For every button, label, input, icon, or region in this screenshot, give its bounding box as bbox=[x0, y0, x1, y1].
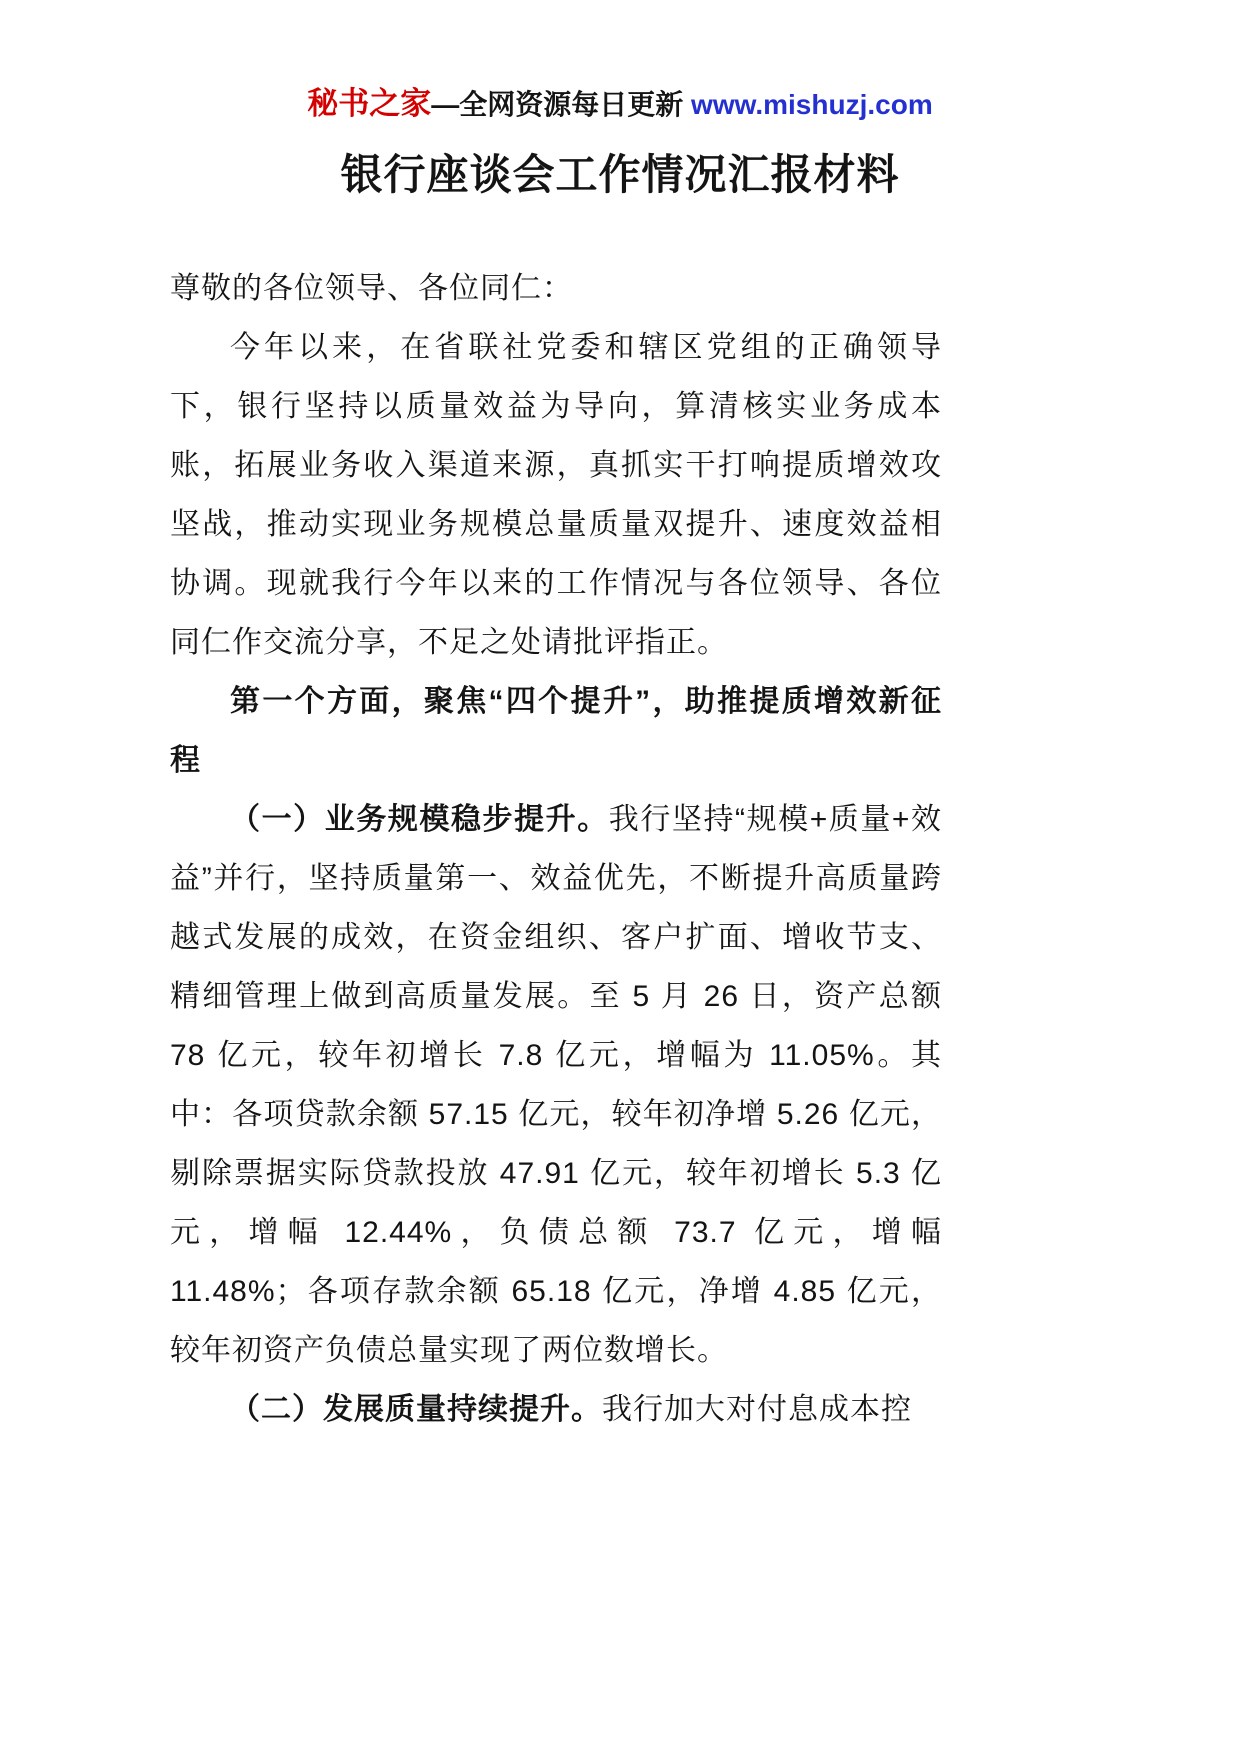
paragraph-text: 今年以来，在省联社党委和辖区党组的正确领导下，银行坚持以质量效益为导向，算清核实业务成本账，拓展业务收入渠道来源，真抓实干打响提质增效攻坚战，推动实现业务规模总量质量双提升、速度效益相协调。现就我行今年以来的工作情况与各位领导、各位同仁作交流分享，不足之处请批评指正。 bbox=[170, 331, 942, 659]
document-body bbox=[170, 259, 942, 1439]
site-tagline: —全网资源每日更新 bbox=[431, 89, 692, 120]
section-heading-text: 第一个方面，聚焦“四个提升”，助推提质增效新征程 bbox=[170, 685, 942, 777]
paragraph-lead: （二）发展质量持续提升。 bbox=[230, 1393, 602, 1426]
paragraph-text: 我行坚持“规模+质量+效益”并行，坚持质量第一、效益优先，不断提升高质量跨越式发展的成效，在资金组织、客户扩面、增收节支、精细管理上做到高质量发展。至 5 月 26 日，资产总额 78 亿元，较年初增长 7.8 亿元，增幅为 11.05%。其中：各项贷款余额 57.15 亿元，较年初净增 5.26 亿元，剔除票据实际贷款投放 47.91 亿元，较年初增长 5.3 亿元，增幅 12.44%，负债总额 73.7 亿元，增幅 11.48%；各项存款余额 65.18 亿元，净增 4.85 亿元，较年初资产负债总量实现了两位数增长。 bbox=[170, 803, 943, 1367]
document-title: 银行座谈会工作情况汇报材料 bbox=[340, 151, 900, 198]
site-brand: 秘书之家 bbox=[307, 86, 432, 121]
paragraph-item-two bbox=[170, 1380, 942, 1439]
site-header bbox=[0, 0, 1240, 123]
section-heading-first-aspect bbox=[170, 672, 942, 790]
paragraph-lead: （一）业务规模稳步提升。 bbox=[230, 803, 609, 836]
salutation-line: 尊敬的各位领导、各位同仁： bbox=[170, 272, 573, 305]
site-url-link[interactable]: www.mishuzj.com bbox=[691, 89, 933, 120]
paragraph-intro bbox=[170, 318, 942, 672]
paragraph-item-one bbox=[170, 790, 942, 1380]
paragraph-text: 我行加大对付息成本控 bbox=[602, 1393, 912, 1426]
